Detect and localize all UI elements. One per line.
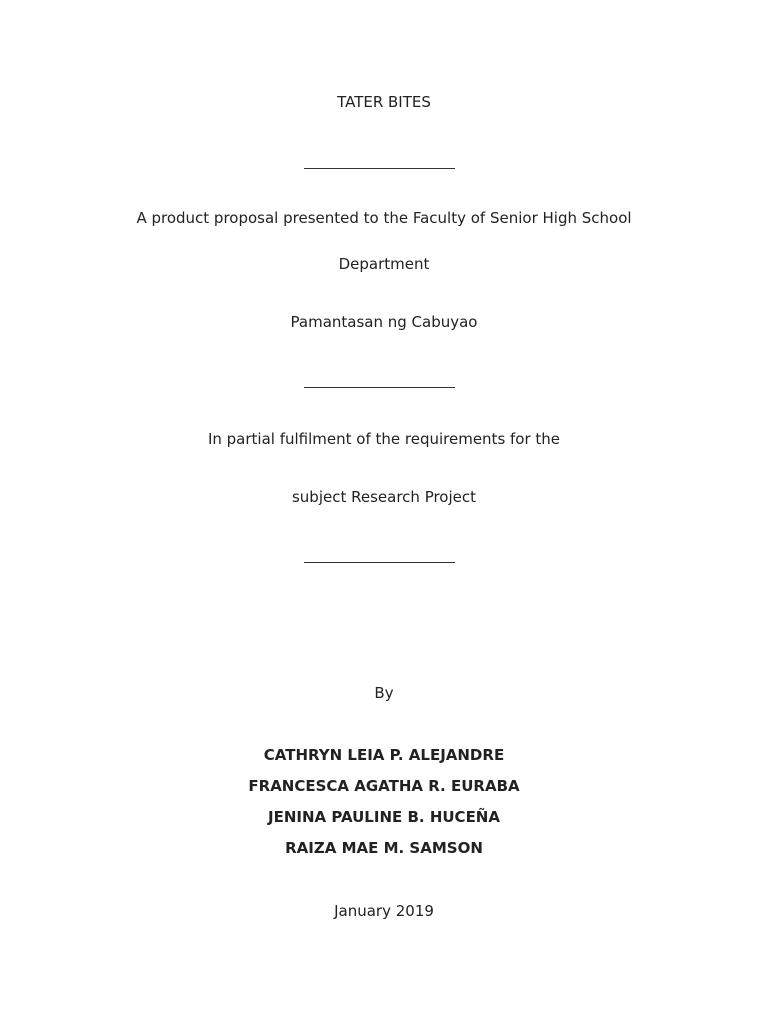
divider-rule-1: [304, 168, 455, 169]
document-date: January 2019: [334, 902, 434, 920]
proposal-line-1: A product proposal presented to the Faculty of Senior High School: [136, 209, 632, 227]
by-label: By: [374, 684, 394, 702]
author-4: RAIZA MAE M. SAMSON: [285, 839, 483, 857]
divider-rule-3: [304, 562, 455, 563]
divider-rule-2: [304, 387, 455, 388]
author-3: JENINA PAULINE B. HUCEÑA: [268, 808, 500, 826]
requirement-line-2: subject Research Project: [291, 488, 477, 506]
proposal-line-2: Department: [338, 255, 430, 273]
author-2: FRANCESCA AGATHA R. EURABA: [248, 777, 520, 795]
institution-name: Pamantasan ng Cabuyao: [290, 313, 478, 331]
author-1: CATHRYN LEIA P. ALEJANDRE: [263, 746, 505, 764]
document-title: TATER BITES: [337, 93, 431, 111]
requirement-line-1: In partial fulfilment of the requirements for the: [207, 430, 561, 448]
